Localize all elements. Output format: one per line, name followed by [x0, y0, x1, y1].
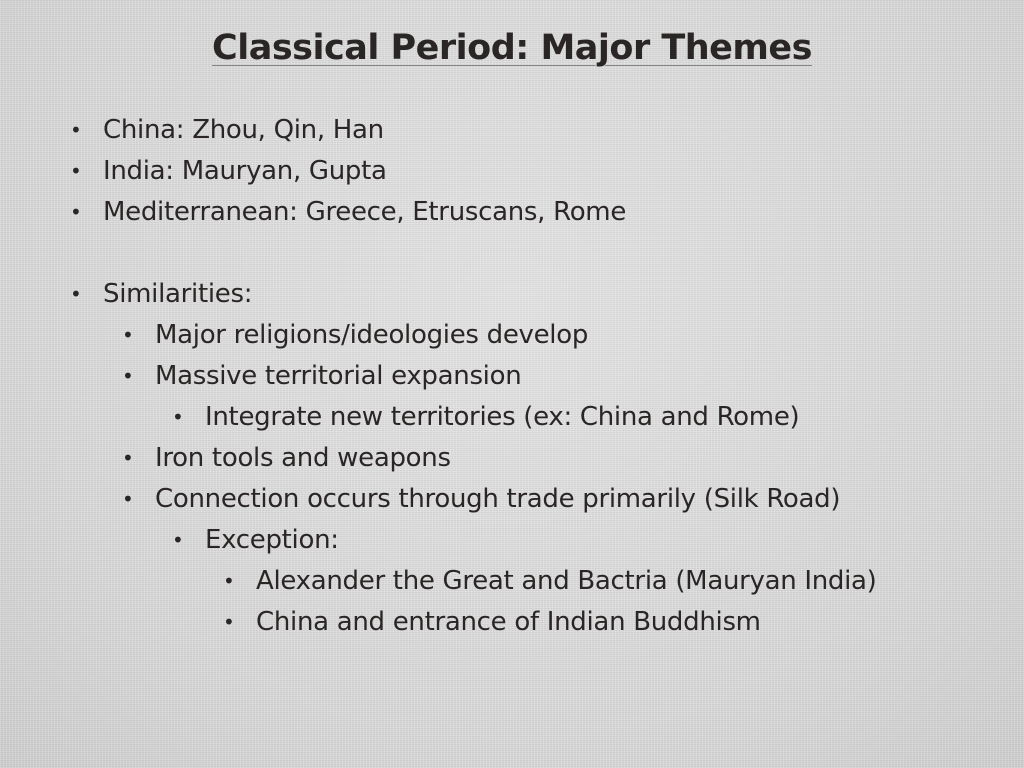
- bullet-text: China and entrance of Indian Buddhism: [256, 607, 761, 637]
- bullet-icon: •: [122, 323, 134, 347]
- bullet-icon: •: [70, 159, 82, 183]
- sub-sub-bullet-item: [70, 520, 1000, 561]
- bullet-icon: •: [122, 487, 134, 511]
- level4-bullet-item: [70, 602, 1000, 643]
- slide-title: [0, 28, 1024, 68]
- bullet-icon: •: [70, 282, 82, 306]
- bullet-text: Exception:: [205, 525, 339, 555]
- sub-bullet-item: [70, 315, 1000, 356]
- bullet-item: [70, 192, 1000, 233]
- bullet-text: Massive territorial expansion: [155, 361, 522, 391]
- bullet-icon: •: [223, 569, 235, 593]
- bullet-icon: •: [223, 610, 235, 634]
- bullet-text: Alexander the Great and Bactria (Mauryan India): [256, 566, 877, 596]
- bullet-item: [70, 274, 1000, 315]
- bullet-item: [70, 110, 1000, 151]
- sub-bullet-item: [70, 356, 1000, 397]
- bullet-text: Mediterranean: Greece, Etruscans, Rome: [103, 197, 627, 227]
- sub-bullet-item: [70, 438, 1000, 479]
- bullet-icon: •: [122, 446, 134, 470]
- bullet-text: Connection occurs through trade primarily (Silk Road): [155, 484, 841, 514]
- bullet-text: Iron tools and weapons: [155, 443, 451, 473]
- bullet-text: Integrate new territories (ex: China and Rome): [205, 402, 800, 432]
- bullet-text: Major religions/ideologies develop: [155, 320, 589, 350]
- list-spacer: [70, 233, 1000, 274]
- bullet-item: [70, 151, 1000, 192]
- bullet-text: Similarities:: [103, 279, 253, 309]
- bullet-icon: •: [70, 200, 82, 224]
- bullet-text: India: Mauryan, Gupta: [103, 156, 387, 186]
- sub-bullet-item: [70, 479, 1000, 520]
- bullet-list: [70, 110, 1000, 643]
- slide-title-text: Classical Period: Major Themes: [212, 28, 812, 68]
- sub-sub-bullet-item: [70, 397, 1000, 438]
- bullet-icon: •: [172, 405, 184, 429]
- level4-bullet-item: [70, 561, 1000, 602]
- bullet-icon: •: [122, 364, 134, 388]
- bullet-icon: •: [172, 528, 184, 552]
- bullet-icon: •: [70, 118, 82, 142]
- bullet-text: China: Zhou, Qin, Han: [103, 115, 384, 145]
